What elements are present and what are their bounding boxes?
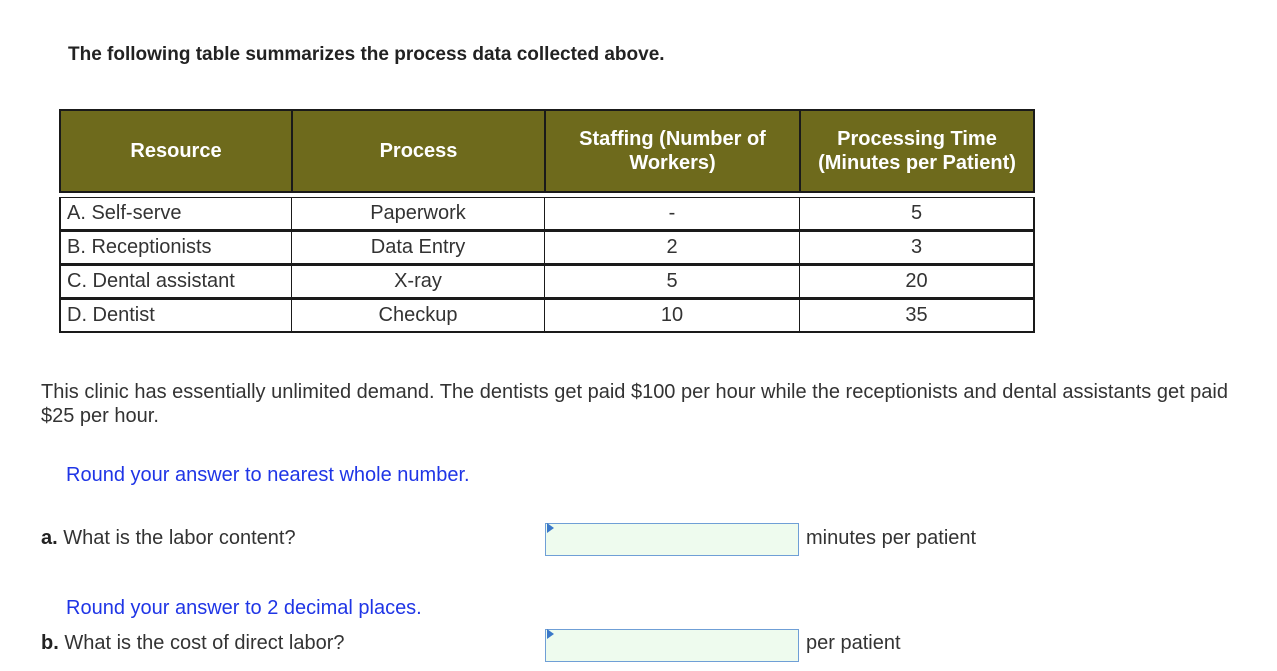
table-header-row bbox=[59, 109, 1035, 193]
processing-time-cell: 20 bbox=[799, 265, 1035, 299]
problem-paragraph: This clinic has essentially unlimited demand. The dentists get paid $100 per hour while the receptionists and dental assistants get paid $25 per hour. bbox=[41, 381, 1228, 427]
process-cell: X-ray bbox=[291, 265, 544, 299]
process-cell: Paperwork bbox=[291, 197, 544, 231]
table-row bbox=[59, 265, 1035, 299]
direct-labor-cost-input[interactable] bbox=[545, 629, 799, 662]
staffing-cell: 5 bbox=[544, 265, 799, 299]
question-a-text: What is the labor content? bbox=[63, 527, 296, 549]
process-cell: Data Entry bbox=[291, 231, 544, 265]
labor-content-unit: minutes per patient bbox=[806, 527, 977, 549]
staffing-cell: 10 bbox=[544, 299, 799, 333]
rounding-hint-a: Round your answer to nearest whole number. bbox=[66, 464, 470, 486]
header-resource: Resource bbox=[59, 109, 291, 193]
question-a-letter: a. bbox=[41, 527, 58, 549]
header-process: Process bbox=[291, 109, 544, 193]
process-data-table bbox=[59, 109, 1035, 333]
table-row bbox=[59, 231, 1035, 265]
header-staffing: Staffing (Number of Workers) bbox=[544, 109, 799, 193]
rounding-hint-b: Round your answer to 2 decimal places. bbox=[66, 597, 422, 619]
resource-cell: D. Dentist bbox=[59, 299, 291, 333]
resource-cell: C. Dental assistant bbox=[59, 265, 291, 299]
flag-icon bbox=[547, 523, 554, 533]
table-row bbox=[59, 299, 1035, 333]
table-row bbox=[59, 197, 1035, 231]
question-a bbox=[41, 527, 296, 550]
labor-content-input[interactable] bbox=[545, 523, 799, 556]
processing-time-cell: 5 bbox=[799, 197, 1035, 231]
direct-labor-cost-unit: per patient bbox=[806, 632, 901, 654]
question-b-text: What is the cost of direct labor? bbox=[64, 632, 345, 654]
intro-text: The following table summarizes the process data collected above. bbox=[68, 44, 665, 65]
flag-icon bbox=[547, 629, 554, 639]
question-b-letter: b. bbox=[41, 632, 59, 654]
processing-time-cell: 35 bbox=[799, 299, 1035, 333]
staffing-cell: - bbox=[544, 197, 799, 231]
header-processing-time: Processing Time (Minutes per Patient) bbox=[799, 109, 1035, 193]
process-cell: Checkup bbox=[291, 299, 544, 333]
resource-cell: B. Receptionists bbox=[59, 231, 291, 265]
staffing-cell: 2 bbox=[544, 231, 799, 265]
question-b bbox=[41, 632, 344, 655]
resource-cell: A. Self-serve bbox=[59, 197, 291, 231]
processing-time-cell: 3 bbox=[799, 231, 1035, 265]
